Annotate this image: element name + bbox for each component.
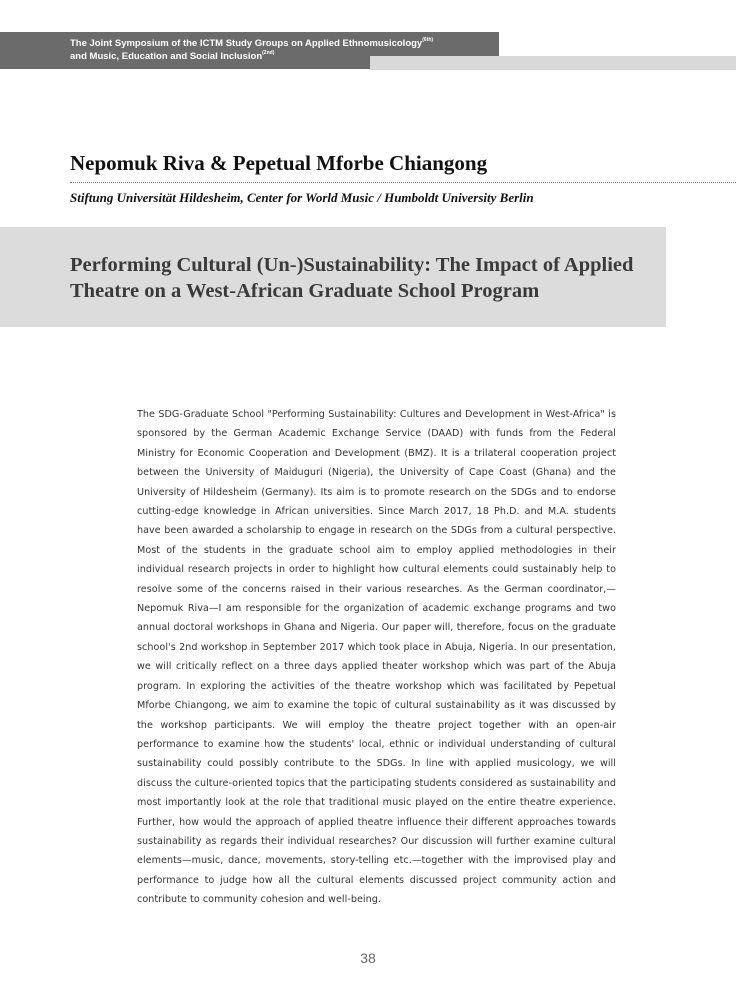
running-header-line-1 [70,37,433,50]
running-header-line-2-superscript: (2nd) [262,50,275,56]
author-names: Nepomuk Riva & Pepetual Mforbe Chiangong [70,151,488,175]
abstract-body: The SDG-Graduate School "Performing Sustainability: Cultures and Development in West-Africa" is sponsored by the German Academic Exchange Service (DAAD) with funds from the Federal Ministry for Economic Cooperation and Development (BMZ). It is a trilateral cooperation project between the University of Maiduguri (Nigeria), the University of Cape Coast (Ghana) and the University of Hildesheim (Germany). Its aim is to promote research on the SDGs and to endorse cutting-edge knowledge in African universities. Since March 2017, 18 Ph.D. and M.A. students have been awarded a scholarship to engage in research on the SDGs from a cultural perspective. Most of the students in the graduate school aim to employ applied methodologies in their individual research projects in order to highlight how cultural elements could sustainably help to resolve some of the concerns raised in their various researches. As the German coordinator,—Nepomuk Riva—I am responsible for the organization of academic exchange programs and two annual doctoral workshops in Ghana and Nigeria. Our paper will, therefore, focus on the graduate school's 2nd workshop in September 2017 which took place in Abuja, Nigeria. In our presentation, we will critically reflect on a three days applied theater workshop which was part of the Abuja program. In exploring the activities of the theatre workshop which was facilitated by Pepetual Mforbe Chiangong, we aim to examine the topic of cultural sustainability as it was discussed by the workshop participants. We will employ the theatre project together with an open-air performance to examine how the students' local, ethnic or individual understanding of cultural sustainability could possibly contribute to the SDGs. In line with applied musicology, we will discuss the culture-oriented topics that the participating students considered as sustainability and most importantly look at the role that traditional music played on the entire theatre experience. Further, how would the approach of applied theatre influence their different approaches towards sustainability as regards their individual researches? Our discussion will further examine cultural elements—music, dance, movements, story-telling etc.—together with the improvised play and performance to judge how all the cultural elements discussed project community action and contribute to community cohesion and well-being. [137,409,616,906]
paper-title: Performing Cultural (Un-)Sustainability: The Impact of Applied Theatre on a West-African Graduate School Program [70,254,634,302]
dotted-divider [70,182,736,183]
running-header-line-1-text: The Joint Symposium of the ICTM Study Groups on Applied Ethnomusicology [70,38,423,49]
running-header-line-2-text: and Music, Education and Social Inclusion [70,51,263,62]
running-header-line-1-superscript: (6th) [422,37,434,43]
page-number: 38 [360,950,376,966]
running-header [70,37,433,63]
running-header-line-2 [70,50,433,63]
author-affiliation: Stiftung Universität Hildesheim, Center for World Music / Humboldt University Berlin [70,190,534,205]
